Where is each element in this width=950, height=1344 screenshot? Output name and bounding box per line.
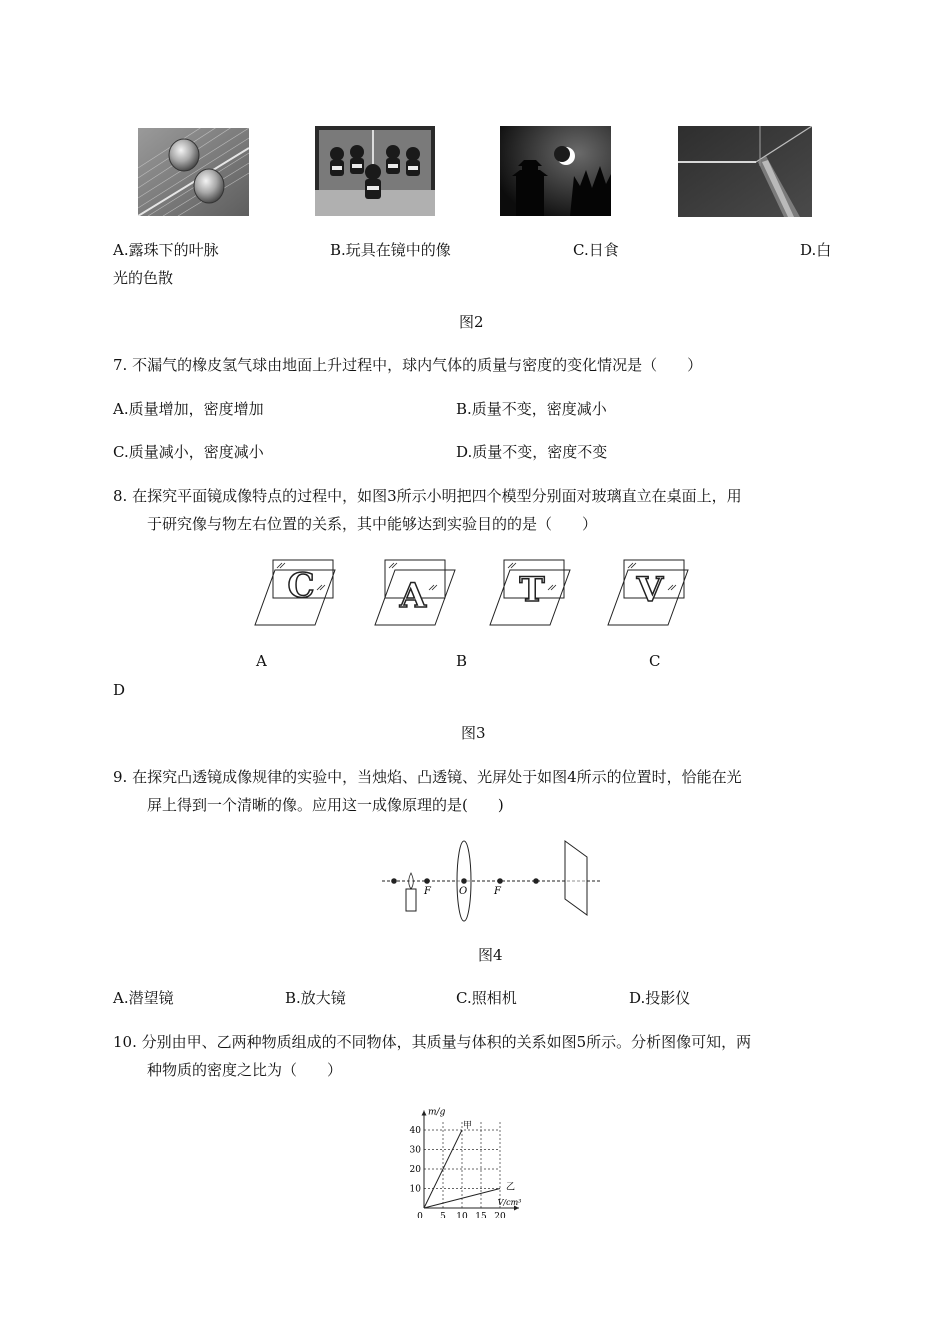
x-tick-label: 15 <box>475 1212 487 1218</box>
mirror-model-a <box>375 560 455 625</box>
fig2-caption: 图2 <box>459 313 484 331</box>
q7-option-d: D.质量不变，密度不变 <box>456 443 608 461</box>
fig3-label-d: D <box>113 681 126 699</box>
q7-option-b: B.质量不变，密度减小 <box>456 400 607 418</box>
focus-label-left: F <box>424 886 431 897</box>
fig2-option-d-continued: 光的色散 <box>113 269 174 287</box>
fig2-option-b: B.玩具在镜中的像 <box>330 241 451 259</box>
y-tick-label: 10 <box>409 1184 421 1195</box>
svg-text:C: C <box>287 566 315 606</box>
q9-option-d: D.投影仪 <box>629 989 691 1007</box>
fig5-mass-volume-chart <box>400 1098 550 1218</box>
q7-option-c: C.质量减小，密度减小 <box>113 443 264 461</box>
q9-stem-line1: 9. 在探究凸透镜成像规律的实验中，当烛焰、凸透镜、光屏处于如图4所示的位置时，恰能在光 <box>113 768 742 786</box>
fig4-lens-diagram <box>380 835 605 925</box>
photo-light-dispersion <box>678 126 812 217</box>
q7-option-a: A.质量增加，密度增加 <box>113 400 264 418</box>
y-axis-arrow <box>422 1111 427 1116</box>
optical-center-label: O <box>459 886 468 897</box>
x-tick-label: 20 <box>494 1212 506 1218</box>
q9-option-c: C.照相机 <box>456 989 517 1007</box>
fig3-mirror-models <box>250 555 700 635</box>
y-axis-label: m/g <box>428 1107 446 1118</box>
q9-option-b: B.放大镜 <box>285 989 346 1007</box>
q10-stem-line1: 10. 分别由甲、乙两种物质组成的不同物体，其质量与体积的关系如图5所示。分析图像可知，两 <box>113 1033 752 1051</box>
q8-stem-line2: 于研究像与物左右位置的关系，其中能够达到实验目的的是（ ） <box>147 515 598 533</box>
fig4-caption: 图4 <box>478 946 503 964</box>
mirror-model-v <box>608 560 688 625</box>
fig2-option-d: D.白 <box>800 241 832 259</box>
x-tick-label: 10 <box>456 1212 468 1218</box>
focus-label-right: F <box>494 886 501 897</box>
series-label-jia: 甲 <box>463 1121 473 1131</box>
x-tick-label: 0 <box>417 1212 423 1218</box>
x-tick-label: 5 <box>440 1212 446 1218</box>
photo-toys-mirror <box>315 126 435 216</box>
y-tick-label: 30 <box>409 1145 421 1156</box>
series-label-yi: 乙 <box>506 1182 516 1193</box>
q10-stem-line2: 种物质的密度之比为（ ） <box>147 1061 343 1079</box>
mirror-model-t <box>490 560 570 625</box>
mirror-model-c <box>255 560 335 625</box>
q8-stem-line1: 8. 在探究平面镜成像特点的过程中，如图3所示小明把四个模型分别面对玻璃直立在桌面上，用 <box>113 487 742 505</box>
q7-stem: 7. 不漏气的橡皮氢气球由地面上升过程中，球内气体的质量与密度的变化情况是（ ） <box>113 356 703 374</box>
y-tick-label: 20 <box>409 1165 421 1175</box>
fig3-caption: 图3 <box>461 724 486 742</box>
fig3-label-b: B <box>456 652 468 670</box>
x-axis-label: V/cm³ <box>497 1198 522 1207</box>
q9-stem-line2: 屏上得到一个清晰的像。应用这一成像原理的是( ) <box>147 796 504 814</box>
svg-text:V: V <box>636 570 664 610</box>
svg-text:T: T <box>519 570 545 610</box>
photo-dew-leaf <box>138 128 249 216</box>
svg-text:A: A <box>399 576 427 616</box>
fig2-option-a: A.露珠下的叶脉 <box>113 241 219 259</box>
fig3-label-c: C <box>649 652 661 670</box>
fig2-option-c: C.日食 <box>573 241 619 259</box>
fig3-label-a: A <box>256 652 267 670</box>
photo-eclipse <box>500 126 611 216</box>
y-tick-label: 40 <box>409 1126 421 1136</box>
q9-option-a: A.潜望镜 <box>113 989 174 1007</box>
